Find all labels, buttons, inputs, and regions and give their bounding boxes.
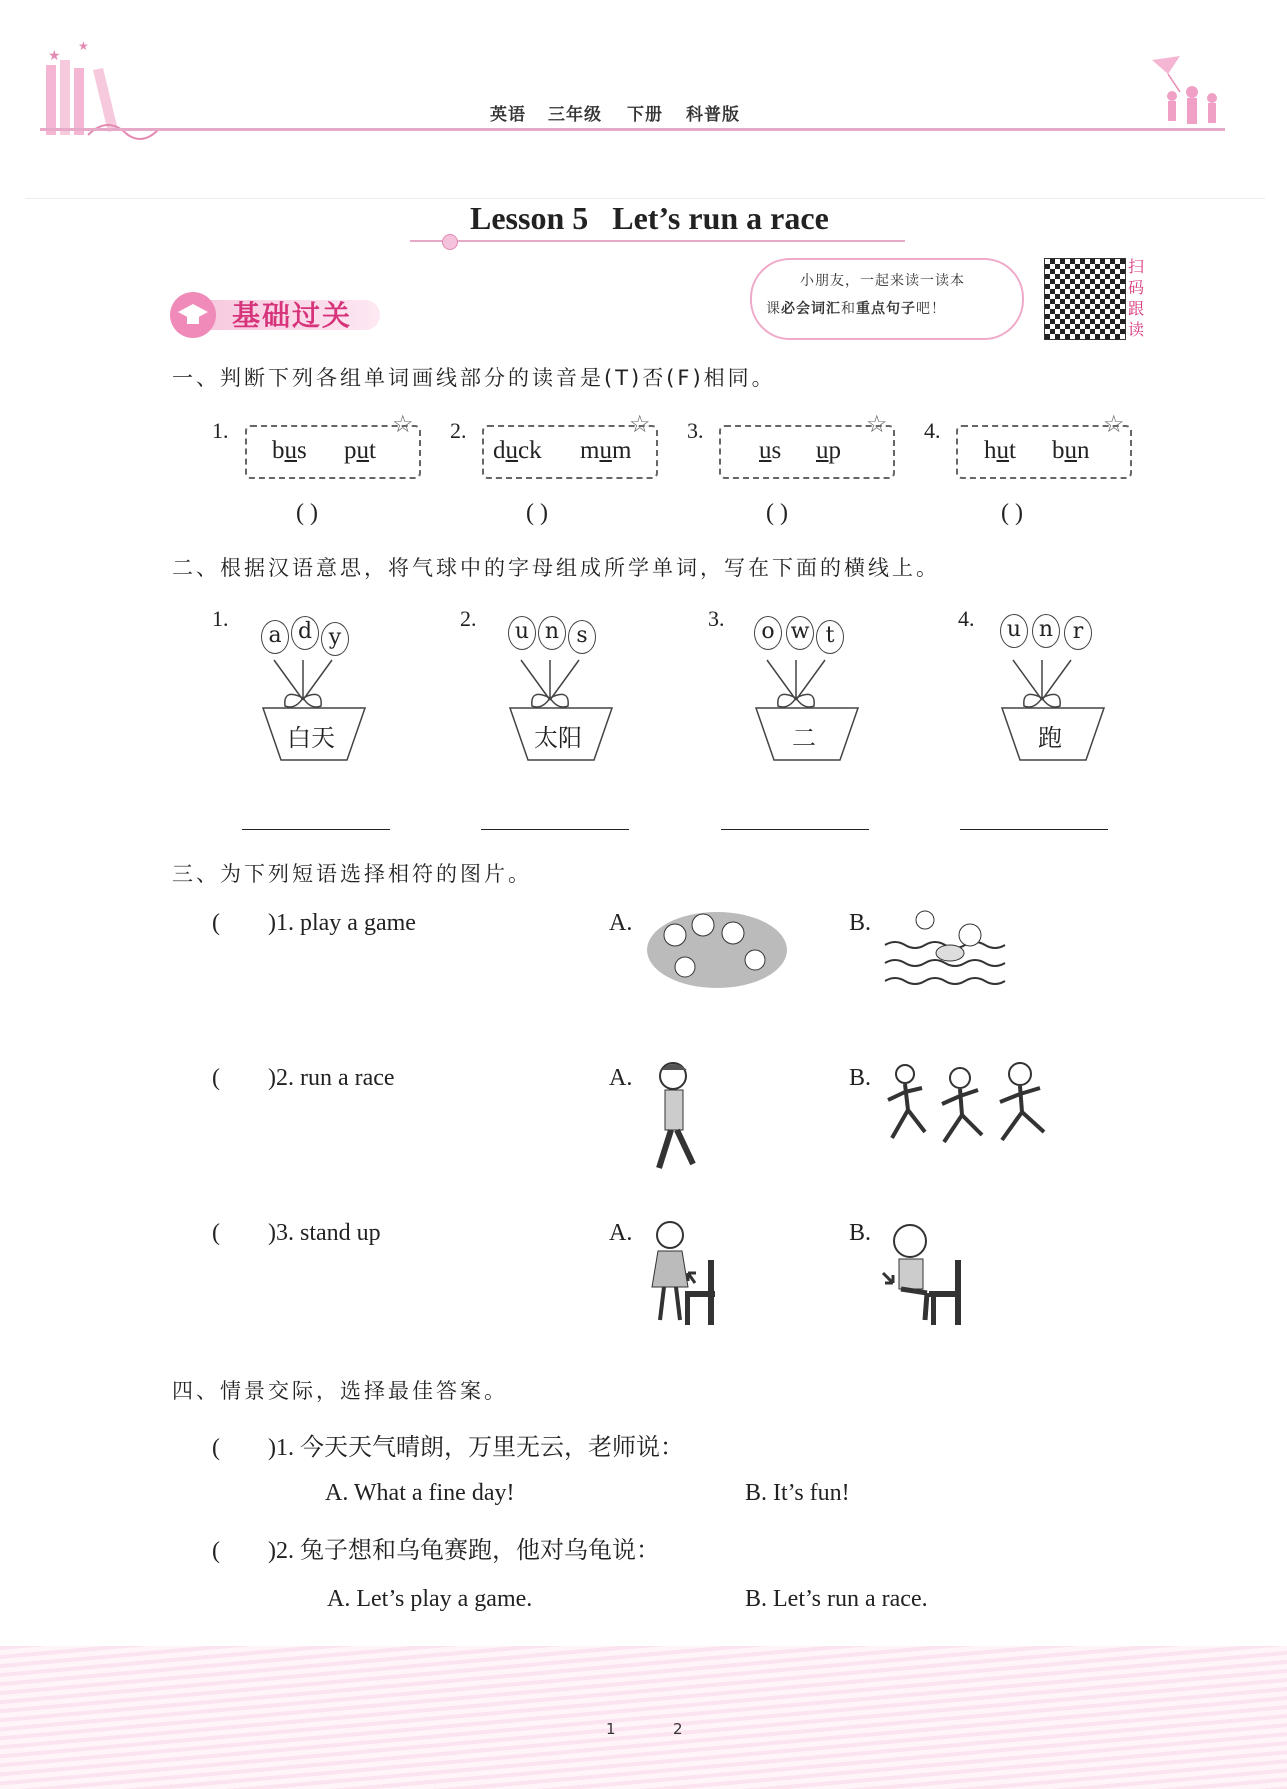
standing-up-picture[interactable]	[640, 1215, 725, 1330]
s1-word: up	[816, 437, 841, 464]
graduation-cap-icon	[170, 292, 216, 338]
title-underline	[410, 240, 905, 242]
s1-num-1: 1.	[212, 418, 229, 443]
footer-band	[0, 1646, 1287, 1789]
cloud-line1: 小朋友，一起来读一读本	[800, 273, 965, 289]
cloud-text-a: 课	[766, 301, 781, 317]
cloud-line2	[766, 298, 946, 318]
qr-label: 扫码跟读	[1128, 257, 1145, 339]
balloon-letter: w	[786, 616, 814, 650]
answer-paren[interactable]: ( )	[296, 500, 318, 526]
star-icon: ☆	[392, 410, 414, 438]
answer-paren[interactable]: ( )	[766, 500, 788, 526]
header-subject: 英语	[490, 105, 526, 125]
title-dot	[442, 234, 458, 250]
sitting-down-picture[interactable]	[875, 1215, 965, 1330]
underlined-letter: u	[356, 437, 369, 464]
qr-code[interactable]	[1044, 258, 1126, 340]
s2-num-4: 4.	[958, 606, 975, 631]
underlined-letter: u	[1064, 437, 1077, 464]
header-separator	[25, 198, 1265, 199]
balloon-letter: a	[261, 620, 289, 654]
s4-q2-option-b[interactable]: B. Let’s run a race.	[745, 1586, 928, 1612]
section3-title: 三、为下列短语选择相符的图片。	[172, 862, 532, 886]
s1-word: put	[344, 437, 376, 464]
running-race-picture[interactable]	[880, 1060, 1055, 1150]
page-number: 1	[606, 1720, 616, 1738]
walking-boy-picture[interactable]	[645, 1060, 710, 1175]
s4-q2-option-a[interactable]: A. Let’s play a game.	[327, 1586, 533, 1612]
option-b-label: B.	[849, 910, 872, 936]
star-icon: ☆	[1103, 410, 1125, 438]
section1-title: 一、判断下列各组单词画线部分的读音是(T)否(F)相同。	[172, 366, 776, 390]
svg-text:★: ★	[78, 40, 89, 53]
cloud-text-d: 重点句子	[856, 301, 916, 317]
s3-question-2: ( )2. run a race	[212, 1065, 395, 1091]
answer-line[interactable]	[960, 829, 1108, 830]
balloon-letter: n	[1032, 614, 1060, 648]
s2-num-1: 1.	[212, 606, 229, 631]
underlined-letter: u	[284, 437, 297, 464]
underlined-letter: u	[996, 437, 1009, 464]
balloon-letter: u	[1000, 614, 1028, 648]
section4-title: 四、情景交际，选择最佳答案。	[172, 1379, 508, 1403]
cloud-text-c: 和	[841, 301, 856, 317]
balloon-letter: n	[538, 616, 566, 650]
balloon-letter: d	[291, 616, 319, 650]
cloud-text-e: 吧！	[916, 301, 946, 317]
balloon-letter: u	[508, 616, 536, 650]
header-grade: 三年级	[548, 105, 602, 125]
s2-num-3: 3.	[708, 606, 725, 631]
underlined-letter: u	[505, 437, 518, 464]
swimming-picture[interactable]	[880, 905, 1015, 990]
speech-cloud	[750, 258, 1024, 340]
s2-num-2: 2.	[460, 606, 477, 631]
s1-word: mum	[580, 437, 632, 464]
s4-question-1: ( )1. 今天天气晴朗，万里无云，老师说：	[212, 1435, 684, 1461]
option-a-label: A.	[609, 1220, 633, 1246]
header-decoration-left	[38, 40, 158, 150]
lesson-title: Lesson 5 Let’s run a race	[470, 200, 829, 236]
s4-q1-option-a[interactable]: A. What a fine day!	[325, 1480, 515, 1506]
option-a-label: A.	[609, 1065, 633, 1091]
section2-title: 二、根据汉语意思，将气球中的字母组成所学单词，写在下面的横线上。	[172, 556, 940, 580]
s4-question-2: ( )2. 兔子想和乌龟赛跑，他对乌龟说：	[212, 1538, 660, 1564]
s1-num-3: 3.	[687, 418, 704, 443]
balloon-letter: s	[568, 620, 596, 654]
section-badge	[170, 290, 400, 342]
s1-word: bus	[272, 437, 307, 464]
balloon-letter: o	[754, 616, 782, 650]
badge-text: 基础过关	[232, 299, 353, 332]
vase-meaning: 白天	[287, 724, 335, 752]
option-b-label: B.	[849, 1065, 872, 1091]
s1-word: bun	[1052, 437, 1090, 464]
s3-question-1: ( )1. play a game	[212, 910, 416, 936]
cloud-text-b: 必会词汇	[781, 301, 841, 317]
answer-paren[interactable]: ( )	[1001, 500, 1023, 526]
s1-word: us	[759, 437, 782, 464]
page-number: 2	[673, 1720, 683, 1738]
vase-meaning: 太阳	[534, 724, 582, 752]
header-edition: 科普版	[686, 105, 740, 125]
s1-word: hut	[984, 437, 1016, 464]
header-decoration-right	[1150, 52, 1230, 132]
option-a-label: A.	[609, 910, 633, 936]
children-playing-picture[interactable]	[645, 905, 790, 990]
vase-meaning: 二	[792, 724, 816, 752]
underlined-letter: u	[816, 437, 829, 464]
answer-line[interactable]	[242, 829, 390, 830]
svg-text:★: ★	[48, 48, 61, 64]
s1-num-2: 2.	[450, 418, 467, 443]
answer-line[interactable]	[721, 829, 869, 830]
vase-meaning: 跑	[1038, 724, 1062, 752]
option-b-label: B.	[849, 1220, 872, 1246]
header-volume: 下册	[627, 105, 663, 125]
s4-q1-option-b[interactable]: B. It’s fun!	[745, 1480, 850, 1506]
s1-num-4: 4.	[924, 418, 941, 443]
underlined-letter: u	[759, 437, 772, 464]
star-icon: ☆	[629, 410, 651, 438]
header-rule	[40, 128, 1225, 131]
underlined-letter: u	[599, 437, 612, 464]
balloon-letter: t	[816, 620, 844, 654]
balloon-letter: r	[1064, 616, 1092, 650]
answer-line[interactable]	[481, 829, 629, 830]
star-icon: ☆	[866, 410, 888, 438]
s1-word: duck	[493, 437, 542, 464]
s3-question-3: ( )3. stand up	[212, 1220, 381, 1246]
answer-paren[interactable]: ( )	[526, 500, 548, 526]
balloon-letter: y	[321, 622, 349, 656]
